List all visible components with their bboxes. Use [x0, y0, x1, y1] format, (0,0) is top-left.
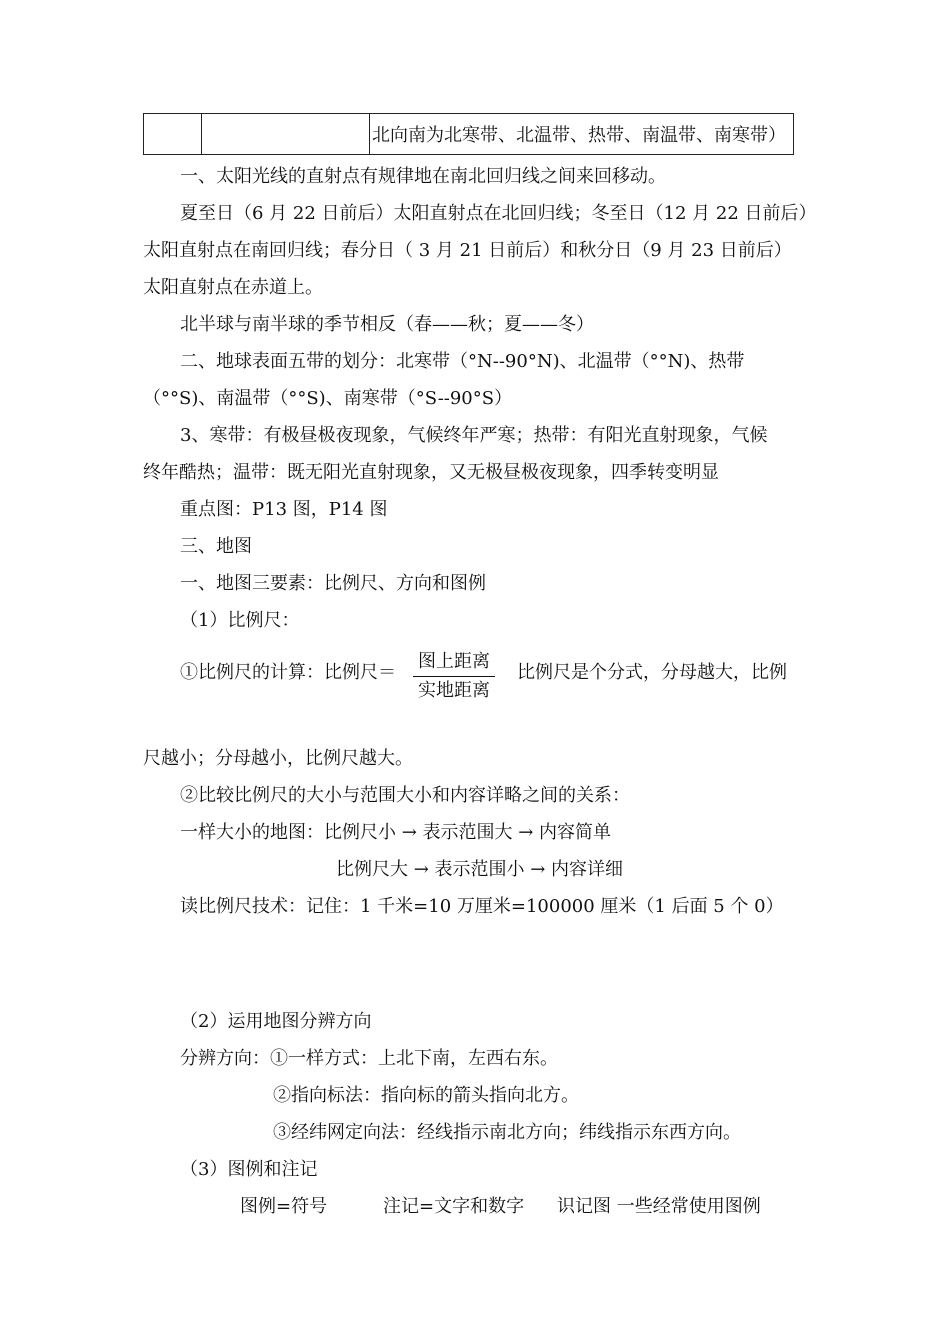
climate-text-1: 3、寒带：有极昼极夜现象，气候终年严寒；热带：有阳光直射现象，气候: [180, 425, 768, 446]
scale-formula-prefix: ①比例尺的计算：比例尺＝: [180, 662, 396, 683]
five-zones-heading: 二、地球表面五带的划分：北寒带（°N--90°N)、北温带（°°N)、热带: [180, 351, 745, 372]
scale-text-continued: 尺越小；分母越小，比例尺越大。: [143, 748, 413, 769]
annotation-definition: 注记=文字和数字: [383, 1196, 525, 1217]
scale-compare-small: 一样大小的地图：比例尺小 → 表示范围大 → 内容简单: [180, 822, 612, 843]
legend-definition: 图例=符号: [240, 1196, 328, 1217]
fraction-numerator: 图上距离: [413, 650, 495, 677]
solstice-text-1: 夏至日（6 月 22 日前后）太阳直射点在北回归线；冬至日（12 月 22 日前后）: [180, 203, 817, 224]
legend-subheading: （3）图例和注记: [180, 1159, 318, 1180]
solstice-text-3: 太阳直射点在赤道上。: [143, 277, 323, 298]
table-cell-3: 北向南为北寒带、北温带、热带、南温带、南寒带）: [370, 114, 794, 155]
solstice-text-2: 太阳直射点在南回归线；春分日（ 3 月 21 日前后）和秋分日（9 月 23 日前后）: [143, 240, 792, 261]
season-text: 北半球与南半球的季节相反（春——秋；夏——冬）: [180, 314, 594, 335]
direction-method-1: 分辨方向：①一样方式：上北下南，左西右东。: [180, 1048, 558, 1069]
scale-subheading: （1）比例尺：: [180, 610, 300, 631]
fraction-denominator: 实地距离: [418, 680, 490, 701]
scale-formula-suffix: 比例尺是个分式，分母越大，比例: [517, 662, 787, 683]
five-zones-text: （°°S)、南温带（°°S)、南寒带（°S--90°S）: [143, 388, 513, 409]
scale-compare-large: 比例尺大 → 表示范围小 → 内容详细: [336, 859, 624, 880]
direction-method-3: ③经纬网定向法：经线指示南北方向；纬线指示东西方向。: [273, 1122, 741, 1143]
table-cell-2: [202, 114, 370, 155]
legend-memorize: 识记图 一些经常使用图例: [557, 1196, 761, 1217]
scale-compare-heading: ②比较比例尺的大小与范围大小和内容详略之间的关系：: [180, 785, 630, 806]
climate-text-2: 终年酷热；温带：既无阳光直射现象，又无极昼极夜现象，四季转变明显: [143, 462, 719, 483]
table-cell-1: [144, 114, 202, 155]
scale-reading-tip: 读比例尺技术：记住：1 千米=10 万厘米=100000 厘米（1 后面 5 个 0）: [180, 896, 784, 917]
table-row: [144, 114, 794, 155]
section-sun-direct-point: 一、太阳光线的直射点有规律地在南北回归线之间来回移动。: [180, 166, 666, 187]
top-table: [143, 113, 794, 155]
section-map-heading: 三、地图: [180, 536, 252, 557]
scale-fraction: [413, 650, 495, 703]
direction-method-2: ②指向标法：指向标的箭头指向北方。: [273, 1085, 579, 1106]
map-elements-heading: 一、地图三要素：比例尺、方向和图例: [180, 573, 486, 594]
direction-subheading: （2）运用地图分辨方向: [180, 1011, 372, 1032]
key-figures: 重点图：P13 图，P14 图: [180, 499, 388, 520]
